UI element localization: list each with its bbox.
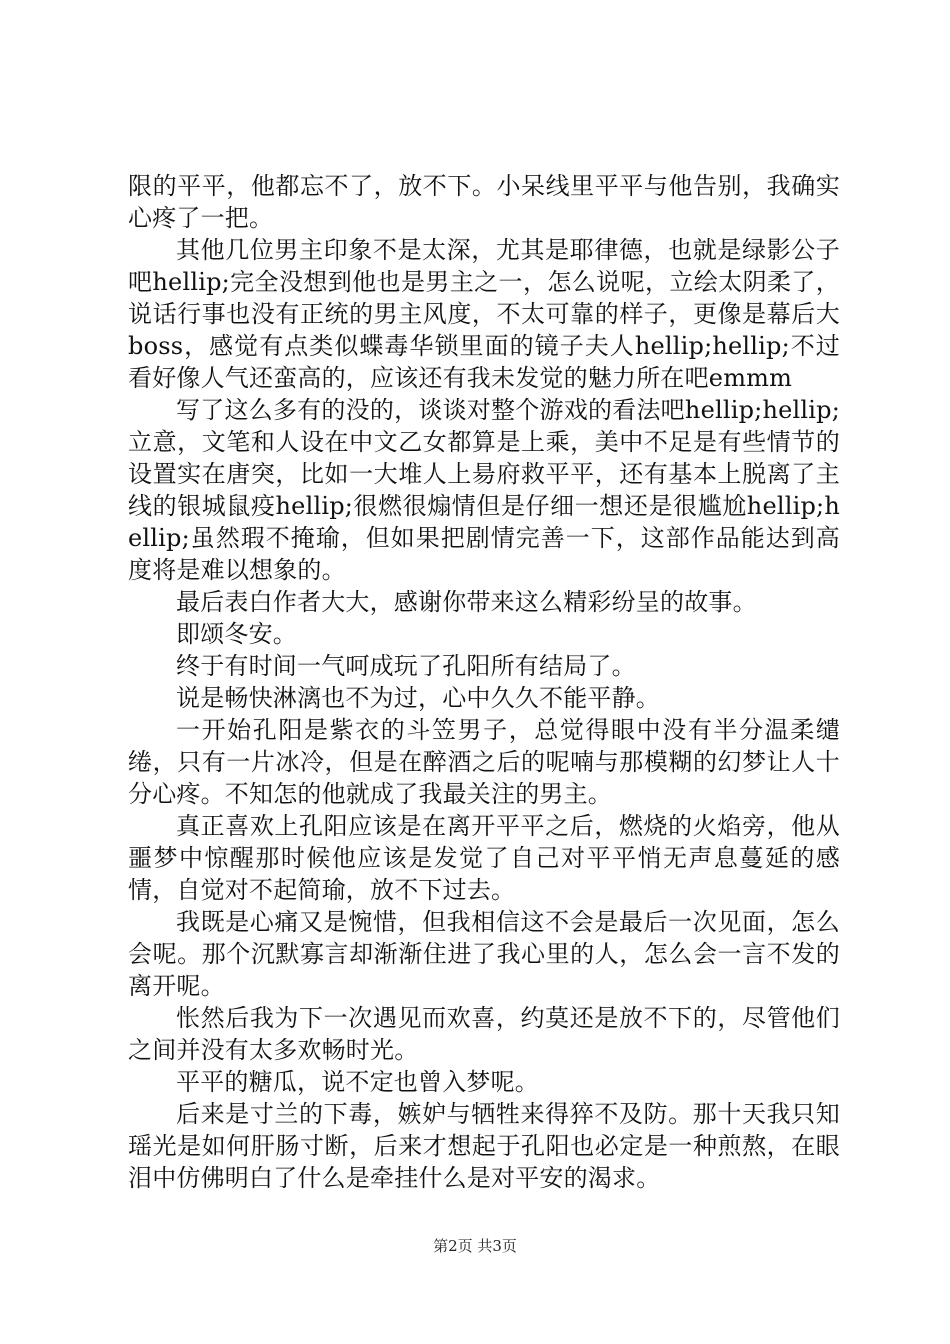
- paragraph: 后来是寸兰的下毒，嫉妒与牺牲来得猝不及防。那十天我只知瑶光是如何肝肠寸断，后来才想起于孔阳也必定是一种煎熬，在眼泪中仿佛明白了什么是牵挂什么是对平安的渴求。: [128, 1100, 840, 1192]
- paragraph: 写了这么多有的没的，谈谈对整个游戏的看法吧hellip;hellip;立意，文笔和人设在中文乙女都算是上乘，美中不足是有些情节的设置实在唐突，比如一大堆人上昜府救平平，还有基本上脱离了主线的银城鼠疫hellip;很燃很煽情但是仔细一想还是很尴尬hellip;hellip;虽然瑕不掩瑜，但如果把剧情完善一下，这部作品能达到高度将是难以想象的。: [128, 396, 840, 584]
- paragraph: 真正喜欢上孔阳应该是在离开平平之后，燃烧的火焰旁，他从噩梦中惊醒那时候他应该是发觉了自己对平平悄无声息蔓延的感情，自觉对不起简瑜，放不下过去。: [128, 812, 840, 904]
- paragraph: 即颂冬安。: [176, 620, 297, 648]
- paragraph: 说是畅快淋漓也不为过，心中久久不能平静。: [176, 684, 660, 712]
- paragraph: 平平的糖瓜，说不定也曾入梦呢。: [176, 1068, 539, 1096]
- paragraph: 我既是心痛又是惋惜，但我相信这不会是最后一次见面，怎么会呢。那个沉默寡言却渐渐住进了我心里的人，怎么会一言不发的离开呢。: [128, 908, 840, 1000]
- paragraph: 怅然后我为下一次遇见而欢喜，约莫还是放不下的，尽管他们之间并没有太多欢畅时光。: [128, 1004, 840, 1064]
- paragraph: 一开始孔阳是紫衣的斗笠男子，总觉得眼中没有半分温柔缱绻，只有一片冰冷，但是在醉酒之后的呢喃与那模糊的幻梦让人十分心疼。不知怎的他就成了我最关注的男主。: [128, 716, 840, 808]
- paragraph: 最后表白作者大大，感谢你带来这么精彩纷呈的故事。: [176, 588, 757, 616]
- body-text: [128, 170, 840, 1194]
- paragraph: 限的平平，他都忘不了，放不下。小呆线里平平与他告别，我确实心疼了一把。: [128, 172, 840, 232]
- paragraph: 终于有时间一气呵成玩了孔阳所有结局了。: [176, 652, 636, 680]
- page-number-footer: 第2页 共3页: [433, 1237, 517, 1255]
- paragraph: 其他几位男主印象不是太深，尤其是耶律德，也就是绿影公子吧hellip;完全没想到他也是男主之一，怎么说呢，立绘太阴柔了，说话行事也没有正统的男主风度，不太可靠的样子，更像是幕后大boss，感觉有点类似蝶毒华锁里面的镜子夫人hellip;hellip;不过看好像人气还蛮高的，应该还有我未发觉的魅力所在吧emmm: [128, 236, 840, 392]
